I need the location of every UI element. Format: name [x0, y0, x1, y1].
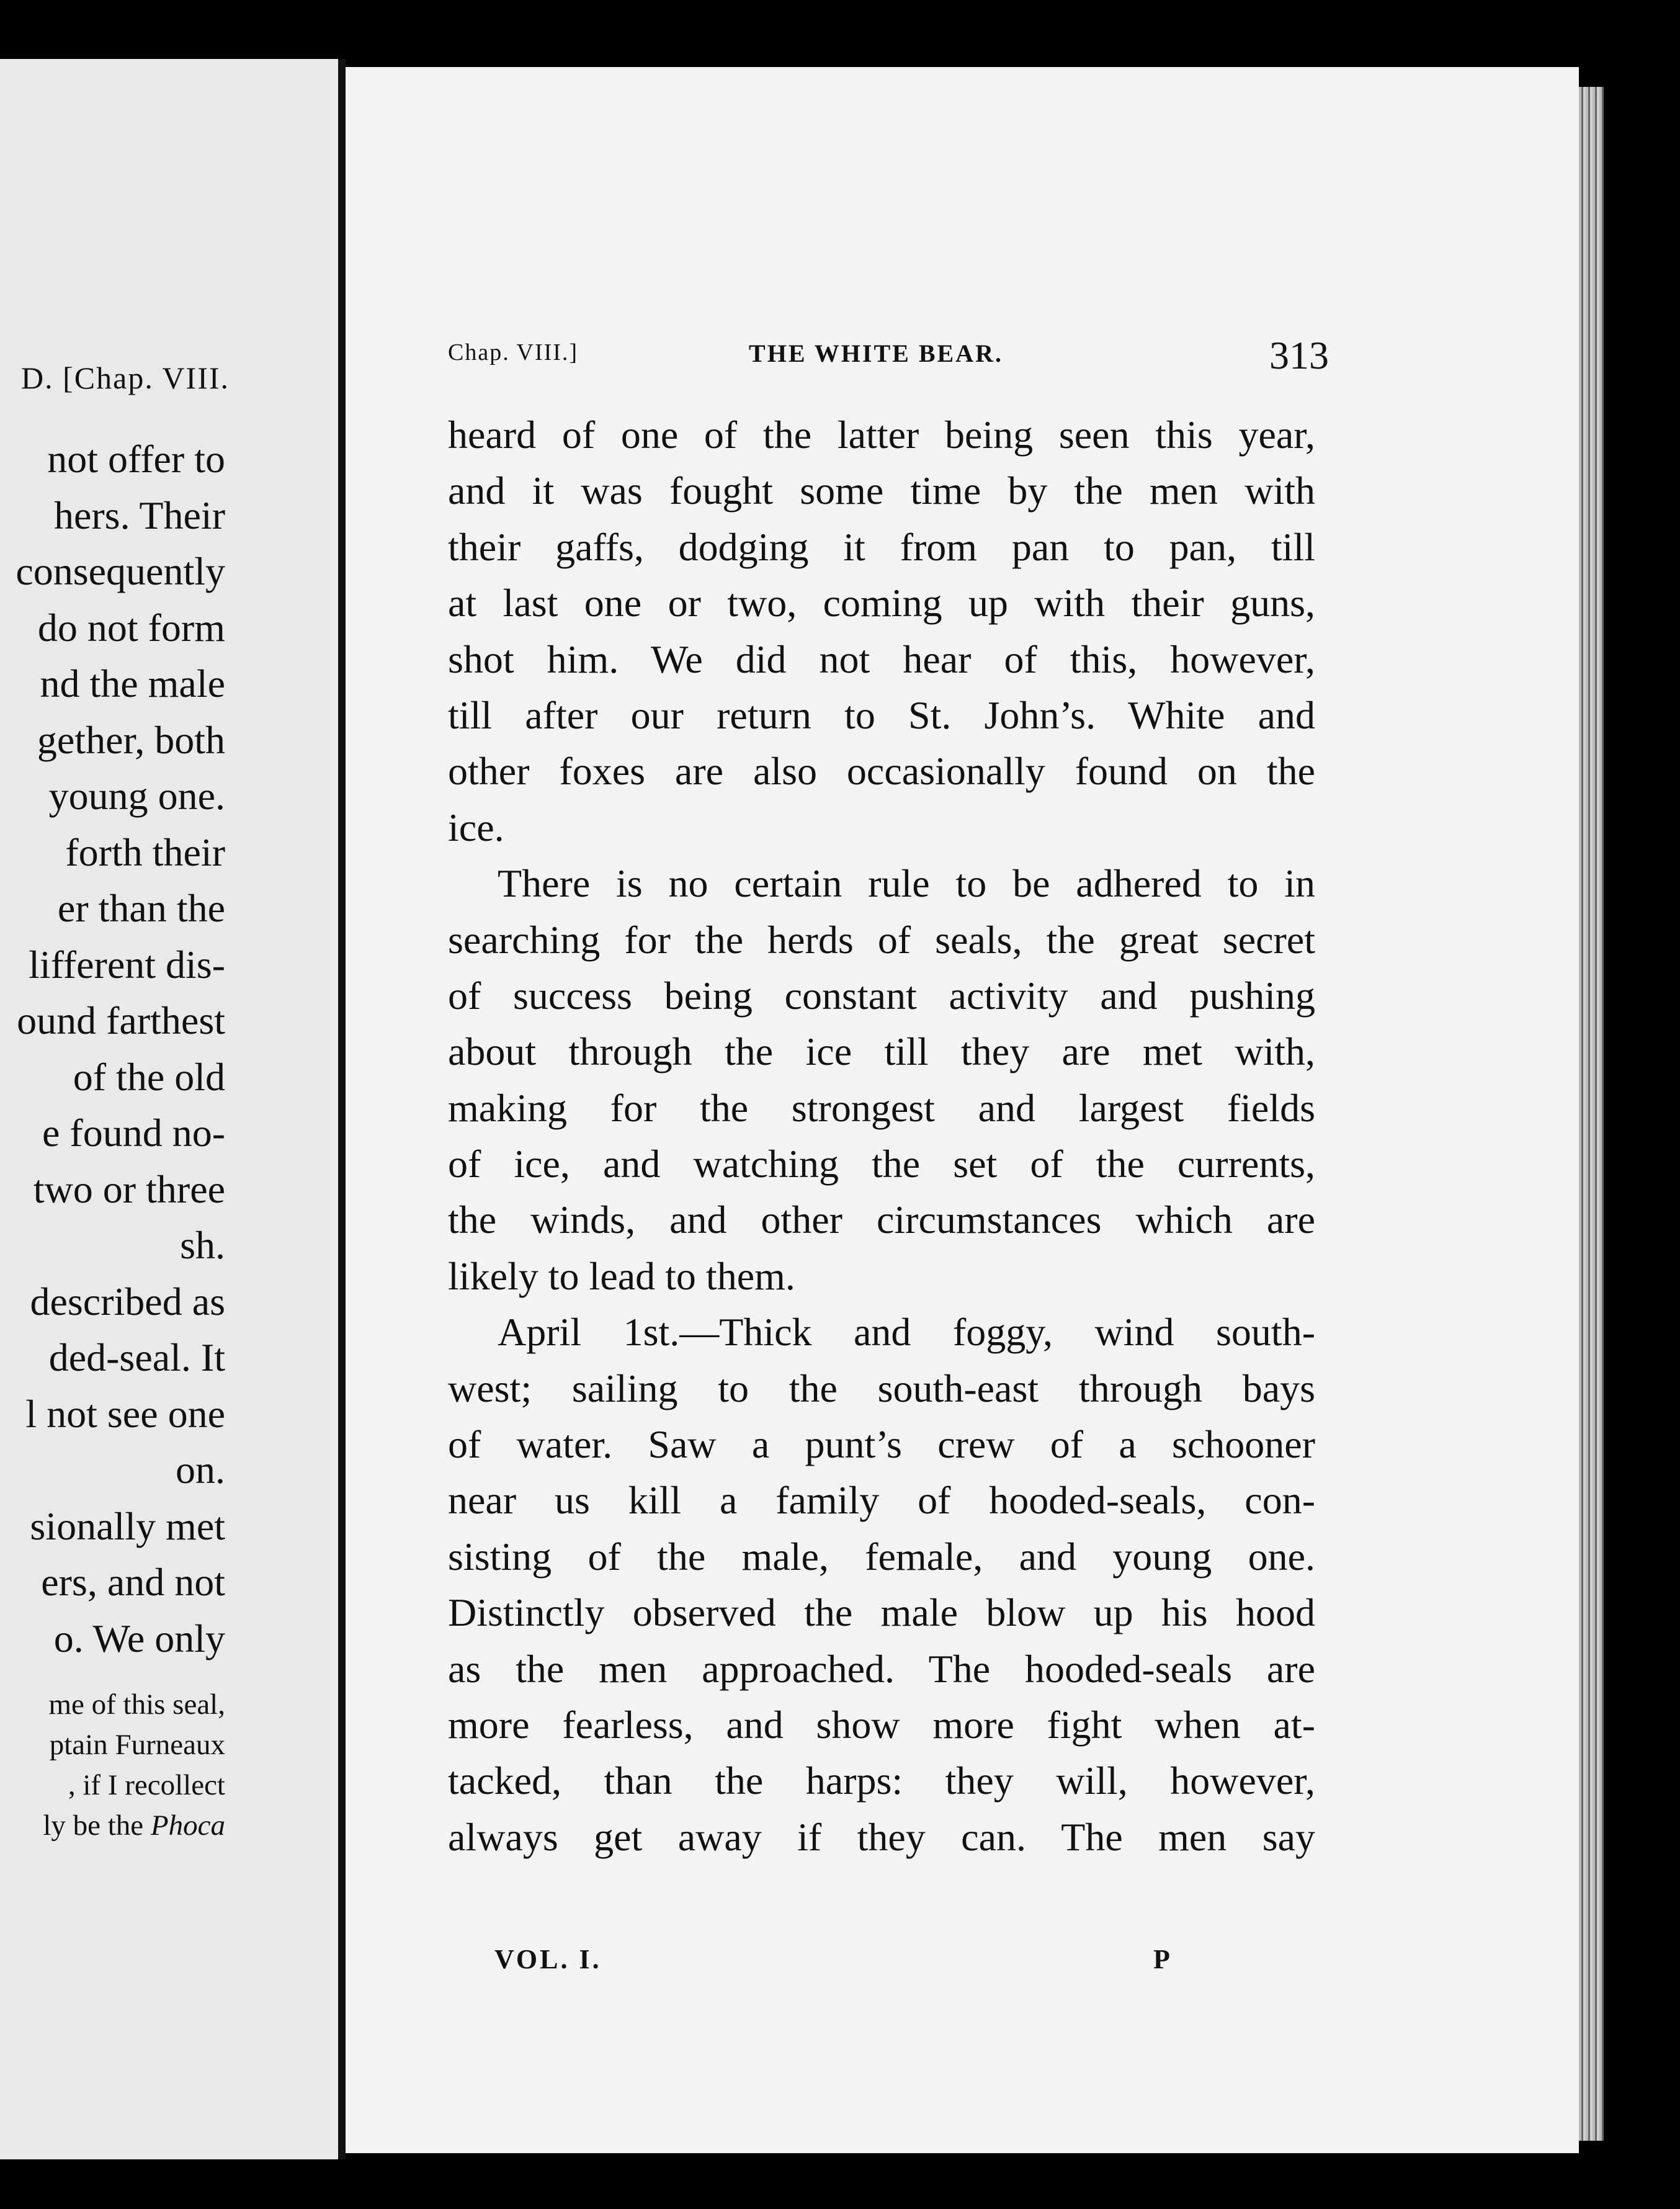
left-page-line: consequently [16, 549, 225, 593]
left-page-line: two or three [33, 1167, 225, 1211]
page-number: 313 [1269, 333, 1329, 377]
body-line: making for the strongest and largest fields [448, 1085, 1315, 1130]
left-page-line: young one. [48, 774, 225, 818]
footnote-text: ly be the [43, 1809, 151, 1842]
body-line: likely to lead to them. [448, 1253, 795, 1298]
body-line: at last one or two, coming up with their guns, [448, 581, 1315, 625]
footnote-italic-text: Phoca [150, 1809, 225, 1842]
body-line: of ice, and watching the set of the currents, [448, 1142, 1315, 1186]
left-page-footnote-line [0, 1725, 225, 1765]
body-text [448, 407, 1315, 1865]
left-page-line: sionally met [30, 1503, 225, 1548]
volume-signature: VOL. I. [494, 1944, 602, 1974]
left-page-line: nd the male [40, 661, 225, 706]
left-page-line: ers, and not [41, 1560, 225, 1604]
body-line: of success being constant activity and pushing [448, 973, 1315, 1018]
body-line: always get away if they can. The men say [448, 1814, 1315, 1859]
body-line: sisting of the male, female, and young one. [448, 1534, 1315, 1579]
left-page-line: gether, both [37, 717, 225, 762]
body-line: west; sailing to the south-east through bays [448, 1366, 1315, 1410]
left-page-line: l not see one [25, 1391, 225, 1436]
left-page-line: er than the [57, 886, 225, 930]
left-page-line: hers. Their [53, 493, 225, 537]
left-page-line: sh. [180, 1223, 225, 1267]
left-page-line: lifferent dis- [29, 942, 225, 987]
body-line: more fearless, and show more fight when at- [448, 1702, 1315, 1747]
footnote-text: me of this seal, [48, 1688, 225, 1721]
body-line: Distinctly observed the male blow up his hood [448, 1590, 1315, 1635]
left-page-text [0, 431, 225, 1667]
running-title: THE WHITE BEAR. [749, 339, 1003, 367]
left-page-line: of the old [73, 1054, 225, 1099]
left-page [0, 59, 338, 2159]
left-page-line: ded-seal. It [48, 1335, 225, 1379]
body-line: as the men approached. The hooded-seals are [448, 1646, 1315, 1691]
left-page-line: ound farthest [17, 998, 225, 1042]
left-page-footnote-line [0, 1765, 225, 1806]
body-line: tacked, than the harps: they will, however, [448, 1759, 1315, 1803]
left-page-line: e found no- [42, 1111, 225, 1155]
body-line: shot him. We did not hear of this, however, [448, 637, 1315, 681]
footnote-text: , if I recollect [68, 1769, 225, 1801]
body-line: other foxes are also occasionally found on the [448, 749, 1315, 794]
gathering-signature: P [1153, 1944, 1170, 1974]
left-page-header: D. [Chap. VIII. [21, 361, 230, 395]
body-line: of water. Saw a punt’s crew of a schooner [448, 1422, 1315, 1467]
chapter-label: Chap. VIII.] [448, 339, 579, 365]
body-line: April 1st.—Thick and foggy, wind south- [498, 1310, 1315, 1355]
body-line: their gaffs, dodging it from pan to pan, till [448, 524, 1315, 569]
body-line: till after our return to St. John’s. White and [448, 692, 1315, 737]
left-page-line: forth their [65, 830, 225, 874]
book-gutter [338, 59, 346, 2159]
body-line: heard of one of the latter being seen this year, [448, 413, 1315, 457]
left-page-footnote-line [0, 1806, 225, 1846]
body-line: and it was fought some time by the men with [448, 468, 1315, 513]
body-line: about through the ice till they are met with, [448, 1029, 1315, 1074]
body-line: There is no certain rule to be adhered to in [498, 861, 1315, 906]
body-line: near us kill a family of hooded-seals, con- [448, 1478, 1315, 1523]
body-line: searching for the herds of seals, the great secret [448, 917, 1315, 962]
left-page-line: not offer to [47, 437, 225, 481]
footnote-text: ptain Furneaux [49, 1729, 225, 1761]
left-page-line: do not form [37, 605, 225, 650]
right-page [346, 67, 1579, 2153]
left-page-line: described as [30, 1279, 225, 1324]
body-line: ice. [448, 805, 504, 849]
body-line: the winds, and other circumstances which are [448, 1198, 1315, 1242]
left-page-footnote-line [0, 1685, 225, 1725]
left-page-footnotes [0, 1685, 225, 1846]
left-page-line: o. We only [53, 1616, 225, 1660]
left-page-line: on. [176, 1448, 225, 1492]
page-edges [1579, 87, 1604, 2141]
